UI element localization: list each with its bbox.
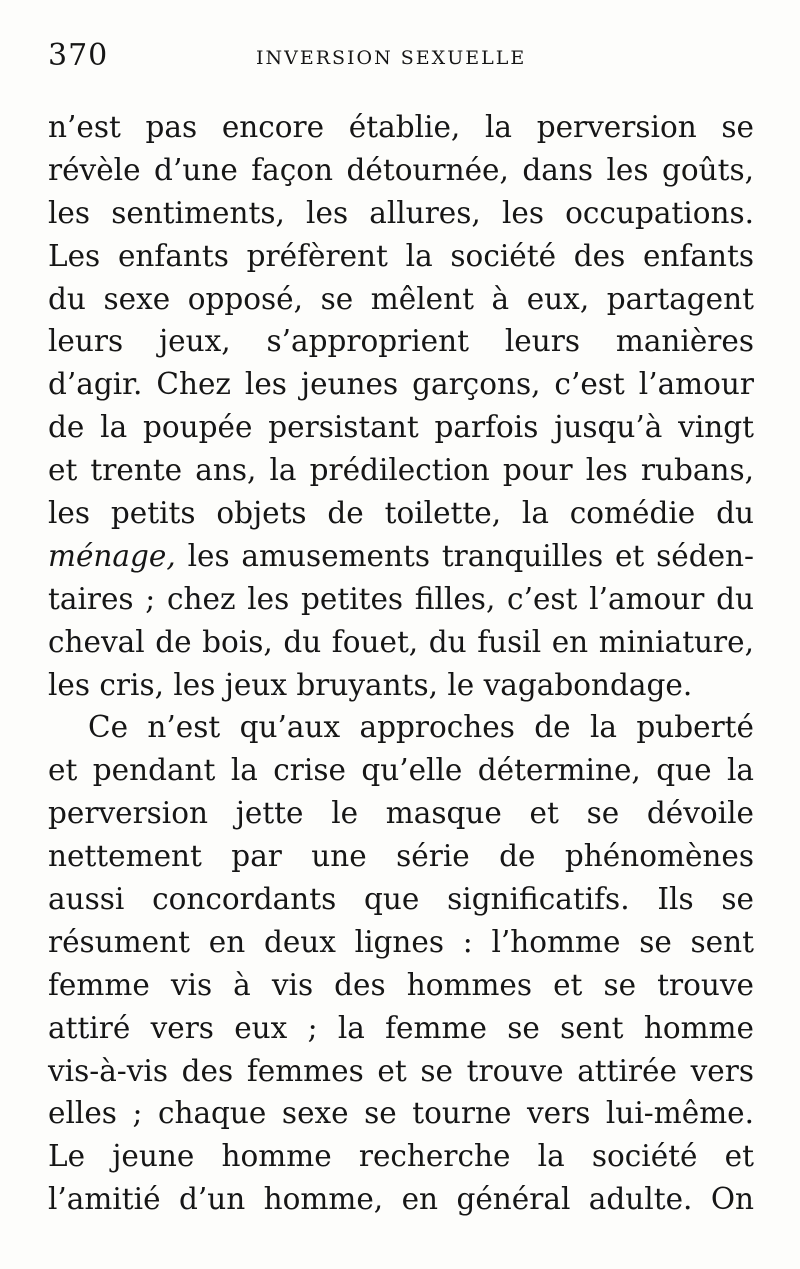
text-line: Le jeune homme recherche la société et [48,1139,754,1174]
text-line: d’agir. Chez les jeunes garçons, c’est l’amour [48,367,754,402]
text-line: nettement par une série de phénomènes [48,839,754,874]
body-text [48,106,754,1221]
text-line: l’amitié d’un homme, en général adulte. On [48,1182,754,1217]
text-line: attiré vers eux ; la femme se sent homme [48,1010,754,1045]
text-line: n’est pas encore établie, la perversion se [48,110,754,144]
text-line-paragraph-start: Ce n’est qu’aux approches de la puberté [88,710,754,745]
text-line-with-italic [48,535,754,578]
text-line: elles ; chaque sexe se tourne vers lui-même. [48,1096,754,1131]
running-head [48,38,753,82]
text-line: résument en deux lignes : l’homme se sent [48,924,754,959]
text-line: cheval de bois, du fouet, du fusil en miniature, [48,624,754,659]
text-line-rest: les amusements tranquilles et séden- [175,538,754,573]
text-line: leurs jeux, s’approprient leurs manières [48,324,754,359]
text-line: taires ; chez les petites filles, c’est l’amour du [48,581,754,616]
text-line: révèle d’une façon détournée, dans les goûts, [48,152,754,187]
running-title: INVERSION SEXUELLE [256,47,527,69]
text-line: les petits objets de toilette, la comédie du [48,496,754,531]
text-line: les sentiments, les allures, les occupations. [48,195,754,230]
text-line: femme vis à vis des hommes et se trouve [48,967,754,1002]
text-line: de la poupée persistant parfois jusqu’à vingt [48,410,754,445]
text-line: perversion jette le masque et se dévoile [48,796,754,831]
text-line-last: les cris, les jeux bruyants, le vagabondage. [48,667,693,702]
text-line: aussi concordants que significatifs. Ils se [48,882,754,917]
text-line: vis-à-vis des femmes et se trouve attirée vers [48,1053,754,1088]
text-line: et pendant la crise qu’elle détermine, que la [48,753,754,788]
page-number: 370 [48,38,109,73]
text-line: Les enfants préfèrent la société des enfants [48,238,754,273]
text-line: du sexe opposé, se mêlent à eux, partagent [48,281,754,316]
text-line: et trente ans, la prédilection pour les rubans, [48,453,754,488]
italic-word: ménage, [48,538,176,573]
